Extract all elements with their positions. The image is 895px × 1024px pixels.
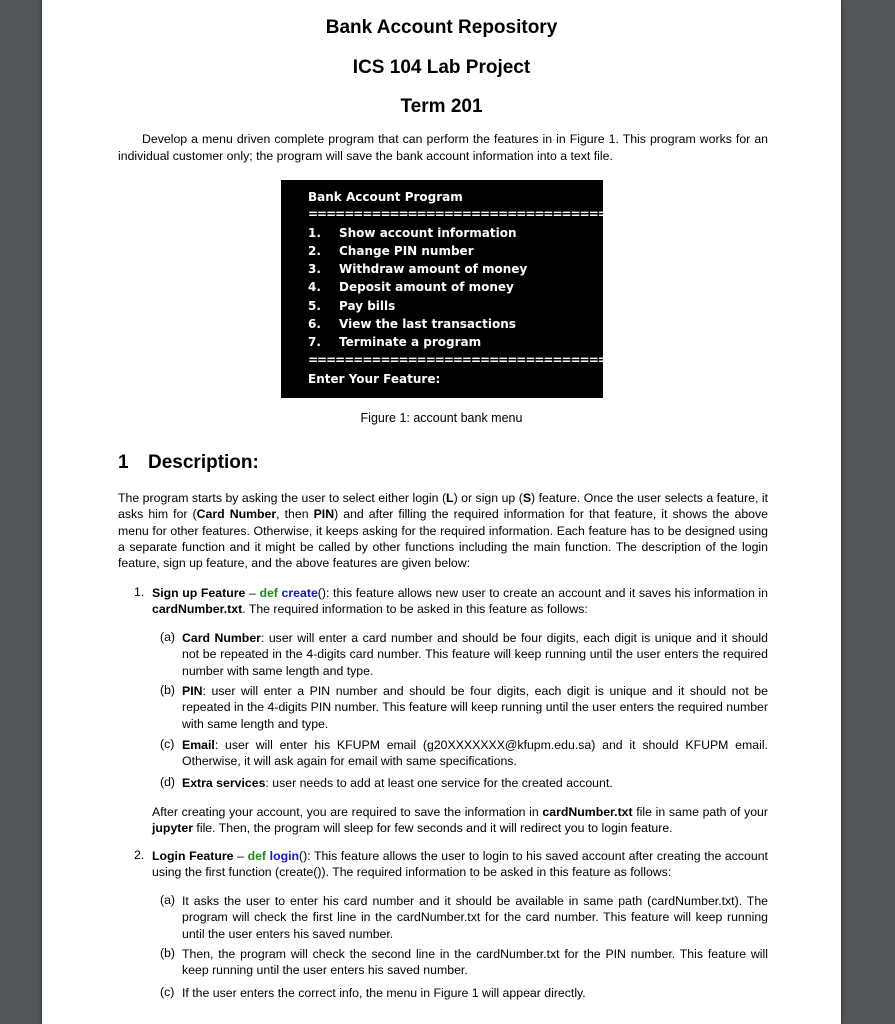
login-pin-check-item: Then, the program will check the second line in the cardNumber.txt for the PIN number. This feature will keep running until the user enters his saved number. xyxy=(182,947,768,978)
console-separator: ================================== xyxy=(308,353,616,367)
console-heading: Bank Account Program xyxy=(308,190,463,204)
section-heading: 1 Description: xyxy=(118,452,259,473)
sublist-number: (b) xyxy=(160,683,176,697)
signup-card-number-item: Card Number: user will enter a card number and should be four digits, each digit is unique and it should not be repeated in the 4-digits card number. This feature will keep running until the user enters the required number with same length and type. xyxy=(182,631,768,678)
console-separator: ================================== xyxy=(308,207,616,221)
signup-extra-services-item: Extra services: user needs to add at least one service for the created account. xyxy=(182,776,613,790)
figure-console-menu xyxy=(281,180,616,398)
description-paragraph: The program starts by asking the user to select either login (L) or sign up (S) feature. Once the user selects a feature, it asks him for (Card Number, then PIN) and after filling the required information for that feature, it shows the above menu for other features. Otherwise, it keeps asking for the required information. Each feature has to be designed using a separate function and it might be called by other functions including the main function. The description of the login feature, sign up feature, and the above features are given below: xyxy=(118,491,768,571)
login-success-item: If the user enters the correct info, the menu in Figure 1 will appear directly. xyxy=(182,986,586,1000)
figure-caption: Figure 1: account bank menu xyxy=(360,411,523,425)
console-prompt: Enter Your Feature: xyxy=(308,372,441,386)
signup-email-item: Email: user will enter his KFUPM email (g20XXXXXXX@kfupm.edu.sa) and it should KFUPM email. Otherwise, it will ask again for email with same specifications. xyxy=(182,738,768,769)
intro-paragraph: Develop a menu driven complete program that can perform the features in in Figure 1. This program works for an individual customer only; the program will save the bank account information into a text file. xyxy=(118,132,768,163)
document-subtitle: ICS 104 Lab Project xyxy=(352,57,531,78)
login-card-check-item: It asks the user to enter his card number and it should be available in same path (cardNumber.txt). The program will check the first line in the cardNumber.txt for the card number. This feature will keep running until the user enters his saved number. xyxy=(182,894,768,941)
console-item: 1. Show account information xyxy=(308,226,517,240)
console-item: 2. Change PIN number xyxy=(308,244,474,258)
sublist-number: (c) xyxy=(160,985,175,999)
signup-pin-item: PIN: user will enter a PIN number and should be four digits, each digit is unique and it should not be repeated in the 4-digits PIN number. This feature will keep running until the user enters the required number with same length and type. xyxy=(182,684,768,731)
console-item: 3. Withdraw amount of money xyxy=(308,262,528,276)
sublist-number: (d) xyxy=(160,775,176,789)
sublist-number: (a) xyxy=(160,630,176,644)
list-number: 1. xyxy=(134,585,145,599)
sublist-number: (a) xyxy=(160,893,176,907)
console-item: 4. Deposit amount of money xyxy=(308,280,514,294)
sublist-number: (b) xyxy=(160,946,176,960)
list-number: 2. xyxy=(134,848,145,862)
login-feature-item: Login Feature – def login(): This feature allows the user to login to his saved account after creating the account using the first function (create()). The required information to be asked in this feature as follows: xyxy=(152,849,768,880)
document-term: Term 201 xyxy=(400,96,483,117)
document-page xyxy=(42,0,841,1024)
console-item: 5. Pay bills xyxy=(308,299,396,313)
document-title: Bank Account Repository xyxy=(325,17,558,38)
signup-feature-item: Sign up Feature – def create(): this feature allows new user to create an account and it saves his information in cardNumber.txt. The required information to be asked in this feature as follows: xyxy=(152,586,768,617)
console-item: 7. Terminate a program xyxy=(308,335,482,349)
sublist-number: (c) xyxy=(160,737,175,751)
signup-after-paragraph: After creating your account, you are required to save the information in cardNumber.txt file in same path of your jupyter file. Then, the program will sleep for few seconds and it will redirect you to login feature. xyxy=(152,805,768,836)
console-item: 6. View the last transactions xyxy=(308,317,516,331)
